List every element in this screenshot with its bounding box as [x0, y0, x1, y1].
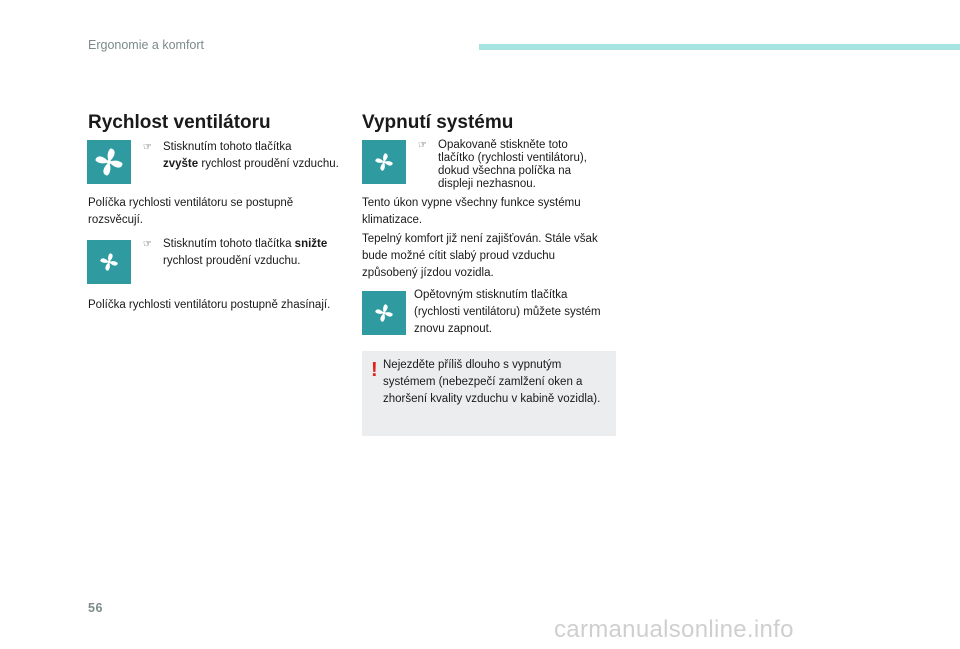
warning-box — [362, 351, 616, 436]
warning-icon: ! — [371, 359, 378, 381]
fan-icon — [373, 151, 395, 173]
fan-off-button — [362, 140, 406, 184]
fan-on-button — [362, 291, 406, 335]
pointing-hand-icon: ☞ — [143, 142, 152, 153]
step-decrease: ☞ Stisknutím tohoto tlačítka snižte rychlost proudění vzduchu. — [143, 238, 328, 267]
fan-icon — [373, 302, 395, 324]
step-off: ☞ Opakovaně stiskněte toto tlačítko (rychlosti ventilátoru), dokud všechna políčka na displeji nezhasnou. — [418, 139, 587, 190]
paragraph-comfort: Tepelný komfort již není zajišťován. Stále však bude možné cítit slabý proud vzduchu způsobený jízdou vozidla. — [362, 233, 598, 279]
section-title: Ergonomie a komfort — [88, 38, 205, 52]
paragraph-turn-off: Tento úkon vypne všechny funkce systému klimatizace. — [362, 197, 581, 226]
step-increase: ☞ Stisknutím tohoto tlačítka zvyšte rychlost proudění vzduchu. — [143, 141, 339, 170]
watermark: carmanualsonline.info — [554, 616, 794, 643]
page-number: 56 — [88, 601, 103, 615]
system-off-heading: Vypnutí systému — [362, 112, 514, 133]
paragraph-dim: Políčka rychlosti ventilátoru postupně zhasínají. — [88, 299, 331, 311]
fan-decrease-button — [87, 240, 131, 284]
warning-text: Nejezděte příliš dlouho s vypnutým systémem (nebezpečí zamlžení oken a zhoršení kvality vzduchu v kabině vozidla). — [383, 359, 601, 405]
paragraph-turn-on: Opětovným stisknutím tlačítka (rychlosti ventilátoru) můžete systém znovu zapnout. — [414, 289, 601, 335]
header-bar — [479, 44, 960, 50]
pointing-hand-icon: ☞ — [143, 239, 152, 250]
fan-icon — [92, 145, 126, 179]
fan-icon — [98, 251, 120, 273]
fan-increase-button — [87, 140, 131, 184]
pointing-hand-icon: ☞ — [418, 140, 427, 151]
paragraph-light-up: Políčka rychlosti ventilátoru se postupně rozsvěcují. — [88, 197, 294, 226]
fan-speed-heading: Rychlost ventilátoru — [88, 112, 271, 133]
